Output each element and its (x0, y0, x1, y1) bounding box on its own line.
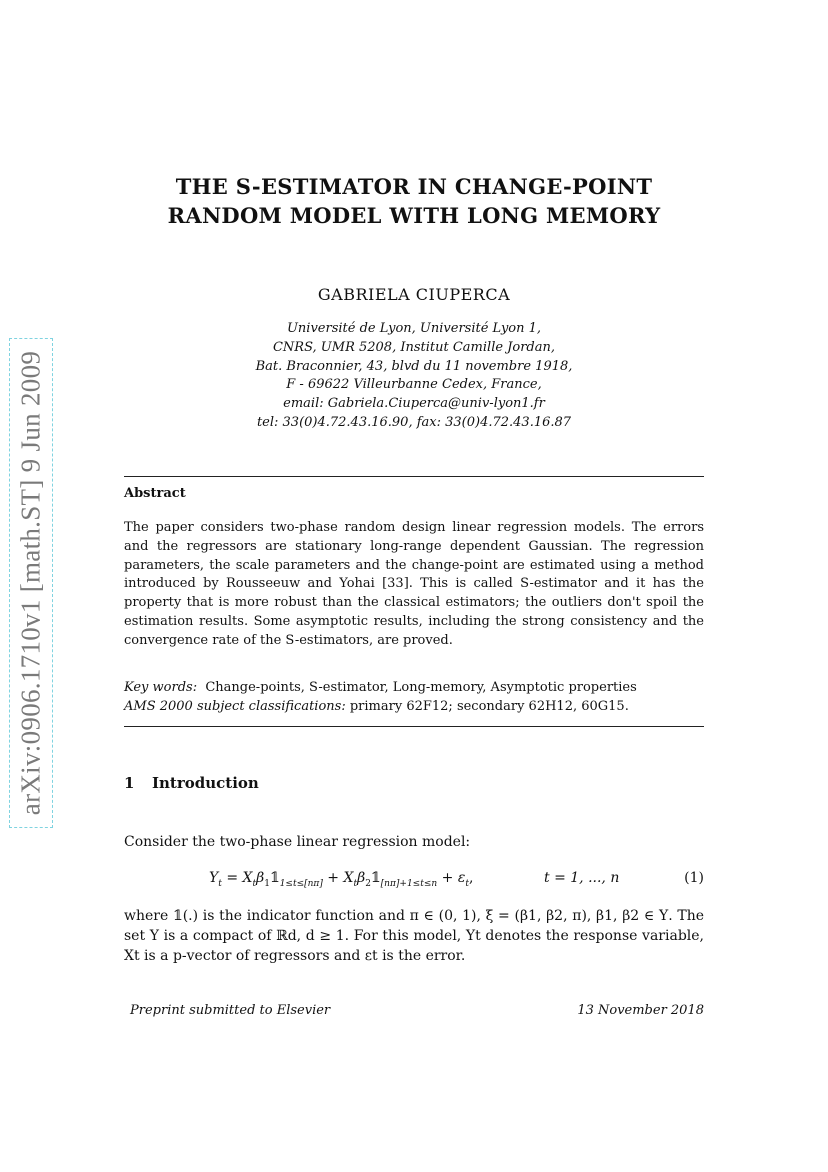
intro-sentence: Consider the two-phase linear regression model: (124, 834, 471, 850)
section-title: Introduction (152, 774, 259, 792)
title-line-2: RANDOM MODEL WITH LONG MEMORY (167, 203, 661, 228)
equation-range: t = 1, ..., n (544, 870, 620, 886)
section-number: 1 (124, 774, 135, 792)
affiliation-line-4: F - 69622 Villeurbanne Cedex, France, (286, 377, 542, 393)
affiliation-phone: tel: 33(0)4.72.43.16.90, fax: 33(0)4.72.43.16.87 (256, 414, 572, 430)
keywords-block (124, 678, 704, 716)
title-line-1: THE S-ESTIMATOR IN CHANGE-POINT (175, 174, 653, 199)
abstract-top-rule (124, 476, 704, 477)
ams-line (124, 697, 704, 716)
affiliation-email: email: Gabriela.Ciuperca@univ-lyon1.fr (283, 396, 545, 412)
intro-paragraph: where 𝟙(.) is the indicator function and π ∈ (0, 1), ξ = (β1, β2, π), β1, β2 ∈ Υ. The set Υ is a compact of ℝd, d ≥ 1. For this model, Yt denotes the response variable, Xt is a p-vector of regressors and εt is the error. (124, 908, 704, 964)
ams-label: AMS 2000 subject classifications: (124, 699, 346, 714)
equation-1 (124, 870, 704, 892)
author-affiliation (0, 320, 828, 433)
keywords-label: Key words: (124, 680, 198, 695)
footer-date: 13 November 2018 (577, 1003, 704, 1018)
author-name: GABRIELA CIUPERCA (317, 285, 511, 304)
ams-text: primary 62F12; secondary 62H12, 60G15. (349, 699, 629, 714)
section-heading (124, 774, 259, 792)
footer-preprint: Preprint submitted to Elsevier (130, 1003, 331, 1018)
paper-title (0, 172, 828, 230)
affiliation-line-2: CNRS, UMR 5208, Institut Camille Jordan, (272, 339, 556, 355)
abstract-body (124, 519, 704, 651)
affiliation-line-1: Université de Lyon, Université Lyon 1, (286, 321, 542, 336)
affiliation-line-3: Bat. Braconnier, 43, blvd du 11 novembre 1918, (255, 358, 573, 374)
equation-body: $Y_t$ = $X_t\beta_1𝟙_{1\le t\le[n\pi]}$ + $X_t\beta_2𝟙_{[n\pi]+1\le t\le n} + \varepsilon_t$, (209, 870, 474, 889)
keywords-text: Change-points, S-estimator, Long-memory, Asymptotic properties (205, 680, 637, 695)
equation-number: (1) (684, 870, 704, 886)
keywords-line (124, 678, 704, 697)
arxiv-id: arXiv:0906.1710v1 [math.ST] 9 Jun 2009 (15, 350, 46, 816)
abstract-heading: Abstract (124, 486, 186, 501)
abstract-bottom-rule (124, 726, 704, 727)
abstract-paragraph: The paper considers two-phase random design linear regression models. The errors and the regressors are stationary long-range dependent Gaussian. The regression parameters, the scale parameters and the change-point are estimated using a method introduced by Rousseeuw and Yohai [33]. This is called S-estimator and it has the property that is more robust than the classical estimators; the outliers don't spoil the estimation results. Some asymptotic results, including the strong consistency and the convergence rate of the S-estimators, are proved. (124, 520, 704, 648)
